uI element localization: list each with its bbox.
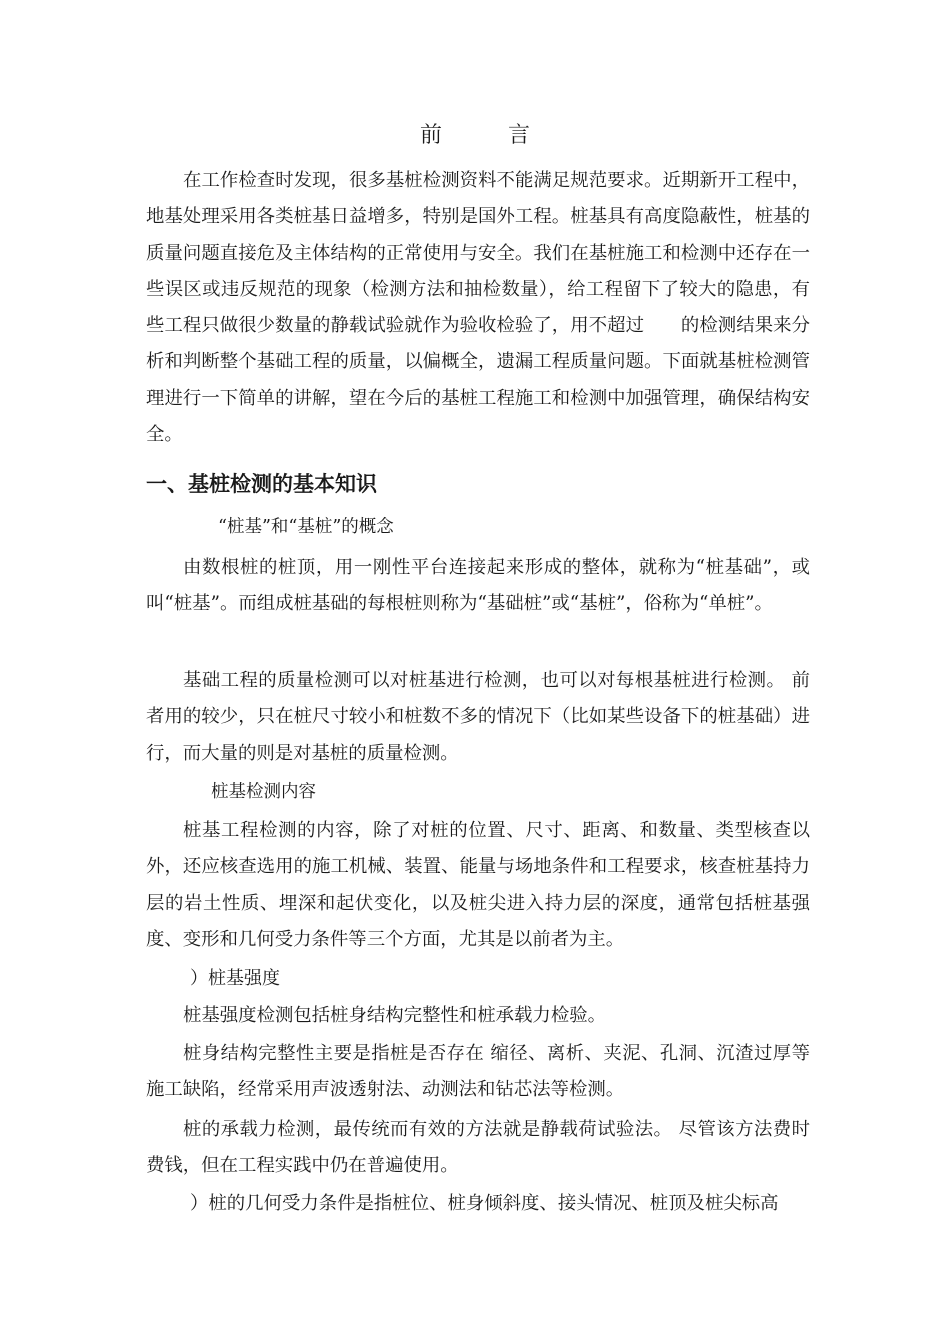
quality-paragraph: 基础工程的质量检测可以对桩基进行检测，也可以对每根基桩进行检测。 前者用的较少，只在桩尺寸较小和桩数不多的情况下（比如某些设备下的桩基础）进行，而大量的则是对基桩的质量检测。: [146, 670, 810, 764]
strength-paragraph: 桩基强度检测包括桩身结构完整性和桩承载力检验。: [183, 1005, 606, 1026]
concept-paragraph: 由数根桩的桩顶，用一刚性平台连接起来形成的整体，就称为“桩基础”，或叫“桩基”。而组成桩基础的每根桩则称为“基础桩”或“基桩”，俗称为“单桩”。: [146, 557, 810, 615]
content-paragraph: 桩基工程检测的内容，除了对桩的位置、尺寸、距离、和数量、类型核查以外，还应核查选用的施工机械、装置、能量与场地条件和工程要求，核查桩基持力层的岩土性质、埋深和起伏变化，以及桩尖进入持力层的深度，通常包括桩基强度、变形和几何受力条件等三个方面，尤其是以前者为主。: [146, 820, 810, 950]
page-title: [0, 118, 950, 149]
integrity-paragraph: 桩身结构完整性主要是指桩是否存在 缩径、离析、夹泥、孔洞、沉渣过厚等施工缺陷，经常采用声波透射法、动测法和钻芯法等检测。: [146, 1043, 810, 1101]
capacity-block: [146, 1112, 810, 1185]
subheading-concept: “桩基”和“基桩”的概念: [218, 517, 394, 537]
preface-paragraph: 在工作检查时发现，很多基桩检测资料不能满足规范要求。近期新开工程中，地基处理采用各类桩基日益增多，特别是国外工程。桩基具有高度隐蔽性，桩基的质量问题直接危及主体结构的正常使用与安全。我们在基桩施工和检测中还存在一些误区或违反规范的现象（检测方法和抽检数量），给工程留下了较大的隐患，有些工程只做很少数量的静载试验就作为验收检验了，用不超过 的检测结果来分析和判断整个基础工程的质量，以偏概全，遗漏工程质量问题。下面就基桩检测管理进行一下简单的讲解，望在今后的基桩工程施工和检测中加强管理，确保结构安全。: [146, 170, 810, 446]
capacity-paragraph: 桩的承载力检测，最传统而有效的方法就是静载荷试验法。 尽管该方法费时费钱，但在工程实践中仍在普遍使用。: [146, 1119, 810, 1177]
concept-block: [146, 550, 810, 623]
item-geometry: ）桩的几何受力条件是指桩位、桩身倾斜度、接头情况、桩顶及桩尖标高: [190, 1193, 779, 1214]
preface-block: [146, 163, 810, 453]
item-strength: ）桩基强度: [190, 968, 280, 989]
strength-block: [146, 998, 810, 1034]
quality-block: [146, 663, 810, 772]
title-char-2: 言: [508, 123, 531, 148]
content-block: [146, 813, 810, 958]
section-heading: 一、基桩检测的基本知识: [146, 471, 377, 496]
title-char-1: 前: [419, 123, 442, 148]
integrity-block: [146, 1036, 810, 1109]
subheading-content: 桩基检测内容: [211, 782, 316, 802]
